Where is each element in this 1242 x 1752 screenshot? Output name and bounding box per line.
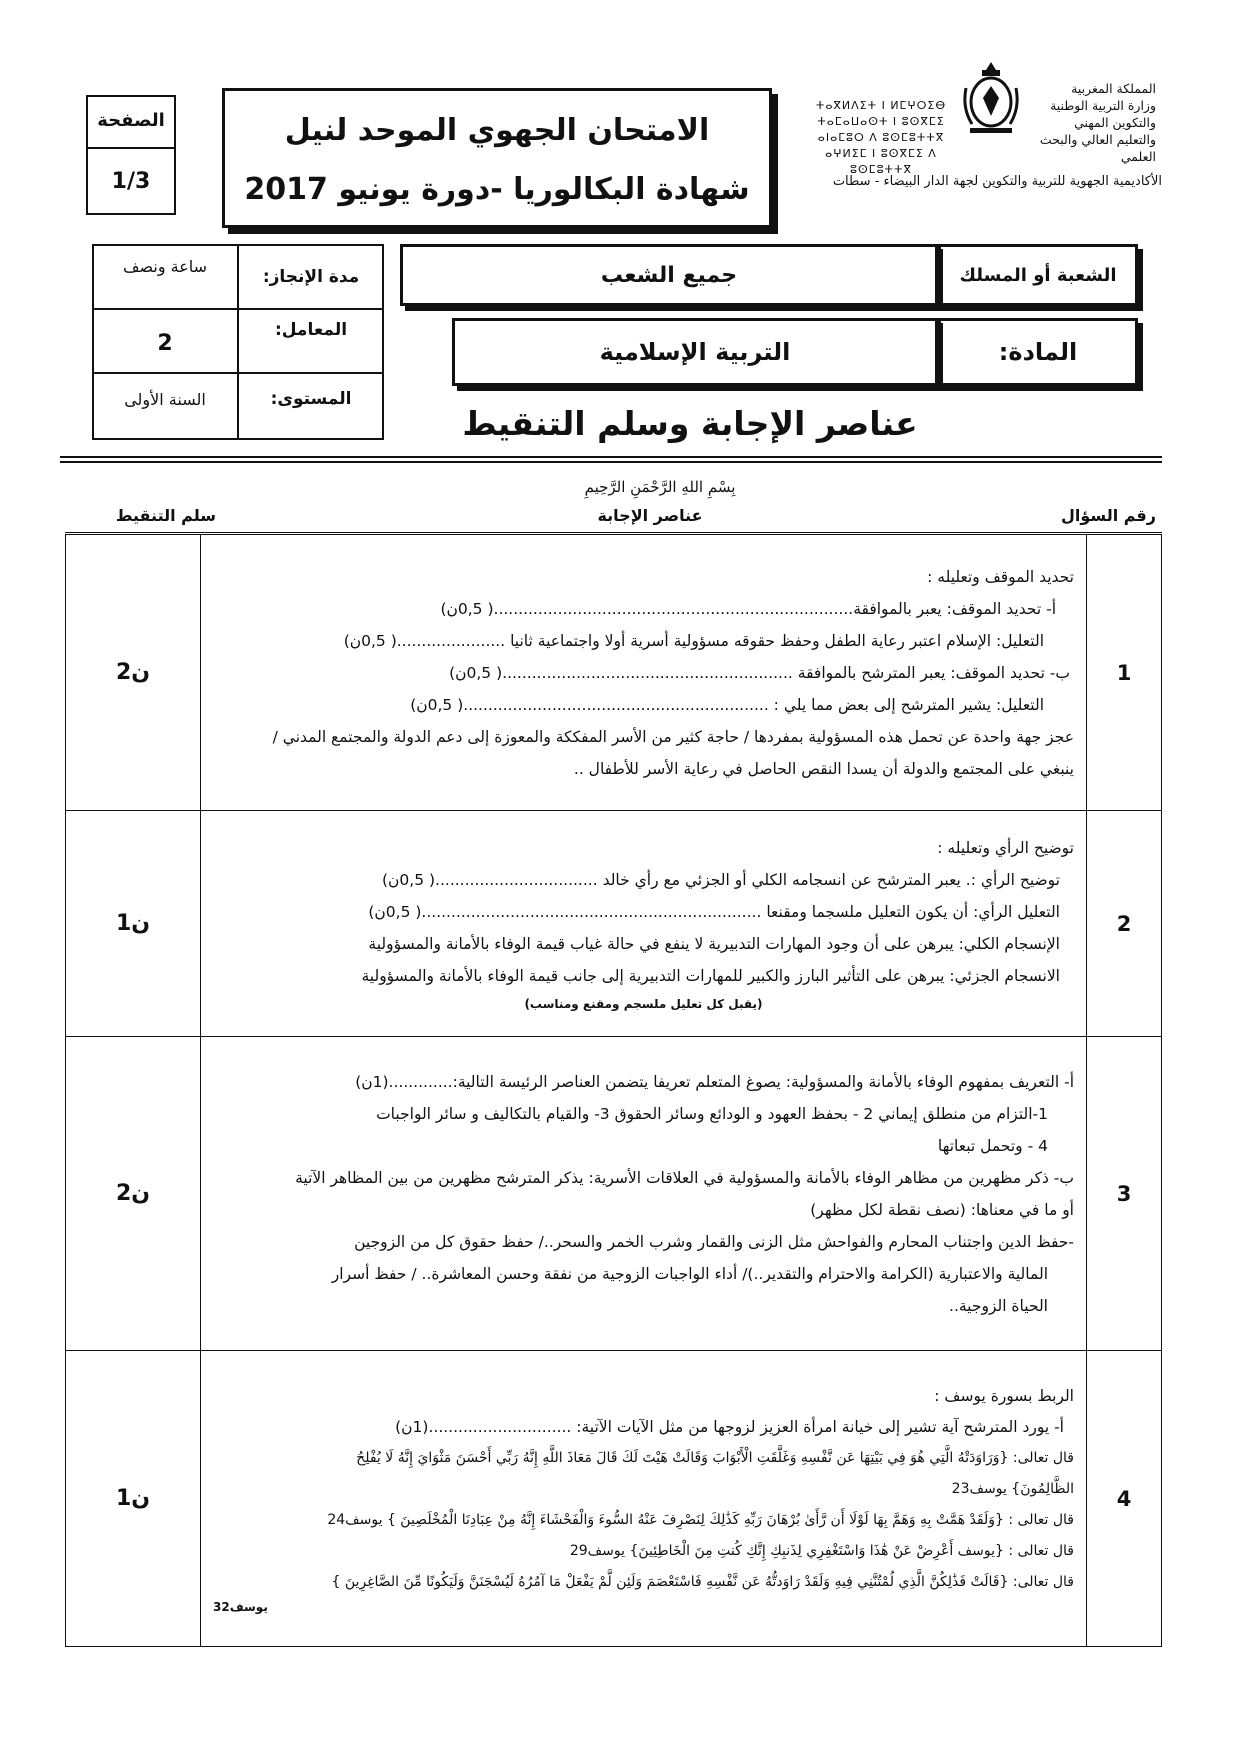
doc-title: عناصر الإجابة وسلم التنقيط [462, 403, 918, 443]
col-header-underline [65, 532, 1162, 533]
row-answer: توضيح الرأي وتعليله : توضيح الرأي :. يعبر المترشح عن انسجامه الكلي أو الجزئي مع رأي خالد .................................( 0,5ن) التعليل الرأي: أن يكون التعليل ملسجما ومقنعا .....................................................................( 0,5ن) الإنسجام الكلي: يبرهن على أن وجود المهارات التدبيرية لا ينفع في حالة غياب قيمة الوفاء بالأمانة والمسؤولية الانسجام الجزئي: يبرهن على التأثير البارز والكبير للمهارات التدبيرية إلى جانب قيمة الوفاء بالأمانة والمسؤولية (يقبل كل تعليل ملسجم ومقنع ومناسب) [201, 811, 1087, 1037]
row-number: 4 [1087, 1351, 1162, 1647]
academy-name: الأكاديمية الجهوية للتربية والتكوين لجهة الدار البيضاء - سطات [832, 174, 1162, 189]
table-row [66, 1037, 1162, 1351]
subject-value-box [452, 318, 938, 386]
col-answer-header: عناصر الإجابة [597, 506, 703, 525]
duration-label: مدة الإنجاز: [262, 267, 360, 287]
duration-value: ساعة ونصف [122, 256, 208, 276]
row-number: 2 [1087, 811, 1162, 1037]
level-label: المستوى: [270, 389, 352, 409]
exam-title-line1: الامتحان الجهوي الموحد لنيل [284, 112, 710, 148]
answer-table [65, 534, 1162, 1647]
branch-value: جميع الشعب [600, 262, 738, 288]
header-separator-top [60, 456, 1162, 458]
tifinagh-text: ⵜⴰⴳⵍⴷⵉⵜ ⵏ ⵍⵎⵖⵔⵉⴱ ⵜⴰⵎⴰⵡⴰⵙⵜ ⵏ ⵓⵙⴳⵎⵉ ⴰⵏⴰⵎⵓⵔ ⴷ ⵓⵙⵎⵓⵜⵜⴳ ⴰⵖⵍⵉⵎ ⵏ ⵓⵙⴳⵎⵉ ⴷ ⵓⵙⵎⵓⵜⵜⴳ [815, 99, 947, 176]
row-points: 1ن [66, 811, 201, 1037]
row-points: 2ن [66, 535, 201, 811]
level-value: السنة الأولى [124, 389, 206, 409]
branch-label-box [938, 244, 1138, 306]
row-answer: الربط بسورة يوسف : أ- يورد المترشح آية تشير إلى خيانة امرأة العزيز لزوجها من مثل الآيات الآتية: .............................(1ن) قال تعالى: {وَرَاوَدَتْهُ الَّتِي هُوَ فِي بَيْتِهَا عَن نَّفْسِهِ وَغَلَّقَتِ الْأَبْوَابَ وَقَالَتْ هَيْتَ لَكَ قَالَ مَعَاذَ اللَّهِ إِنَّهُ رَبِّي أَحْسَنَ مَثْوَايَ إِنَّهُ لَا يُفْلِحُ الظَّالِمُونَ} يوسف23 قال تعالى : {وَلَقَدْ هَمَّتْ بِهِ وَهَمَّ بِهَا لَوْلَا أَن رَّأَىٰ بُرْهَانَ رَبِّهِ كَذَٰلِكَ لِنَصْرِفَ عَنْهُ السُّوءَ وَالْفَحْشَاءَ إِنَّهُ مِنْ عِبَادِنَا الْمُخْلَصِينَ } يوسف24 قال تعالى : {يوسف أَعْرِضْ عَنْ هَٰذَا وَاسْتَغْفِرِي لِذَنبِكِ إِنَّكِ كُنتِ مِنَ الْخَاطِئِينَ} يوسف29 قال تعالى: {قَالَتْ فَذَٰلِكُنَّ الَّذِي لُمْتُنَّنِي فِيهِ وَلَقَدْ رَاوَدتُّهُ عَن نَّفْسِهِ فَاسْتَعْصَمَ وَلَئِن لَّمْ يَفْعَلْ مَا آمُرُهُ لَيُسْجَنَنَّ وَلَيَكُونًا مِّنَ الصَّاغِرِينَ } يوسف32 [201, 1351, 1087, 1647]
subject-label-box [938, 318, 1138, 386]
row-points: 1ن [66, 1351, 201, 1647]
col-question-header: رقم السؤال [1061, 506, 1156, 525]
row-answer: أ- التعريف بمفهوم الوفاء بالأمانة والمسؤولية: يصوغ المتعلم تعريفا يتضمن العناصر الرئيسة التالية:.............(1ن) 1-التزام من منطلق إيماني 2 - بحفظ العهود و الودائع وسائر الحقوق 3- والقيام بالتكاليف و سائر الواجبات 4 - وتحمل تبعاتها ب- ذكر مظهرين من مظاهر الوفاء بالأمانة والمسؤولية في العلاقات الأسرية: يذكر المترشح مظهرين من بين المظاهر الآتية أو ما في معناها: (نصف نقطة لكل مظهر) -حفظ الدين واجتناب المحارم والفواحش مثل الزنى والقمار وشرب الخمر والسحر../ حفظ حقوق كل من الزوجين المالية والاعتبارية (الكرامة والاحترام والتقدير..)/ أداء الواجبات الزوجية من نفقة وحسن المعاشرة.. / حفظ أسرار الحياة الزوجية.. [201, 1037, 1087, 1351]
subject-value: التربية الإسلامية [599, 338, 791, 366]
basmala: بِسْمِ اللهِ الرَّحْمَنِ الرَّحِيمِ [584, 478, 736, 496]
row-points: 2ن [66, 1037, 201, 1351]
page-number: 1/3 [111, 168, 151, 194]
table-row [66, 811, 1162, 1037]
header-separator-bottom [60, 461, 1162, 463]
page-number-divider [86, 147, 176, 149]
coef-value: 2 [157, 330, 173, 356]
col-points-header: سلم التنقيط [115, 506, 216, 525]
branch-value-box [400, 244, 938, 306]
exam-title-line2: شهادة البكالوريا -دورة يونيو 2017 [244, 171, 750, 207]
subject-label: المادة: [998, 338, 1078, 366]
ministry-text: المملكة المغربية وزارة التربية الوطنية والتكوين المهني والتعليم العالي والبحث العلمي [1039, 81, 1156, 164]
row-number: 1 [1087, 535, 1162, 811]
row-number: 3 [1087, 1037, 1162, 1351]
exam-title-box [222, 88, 772, 228]
coef-label: المعامل: [274, 320, 348, 340]
row-answer: تحديد الموقف وتعليله : أ- تحديد الموقف: يعبر بالموافقة.........................................................................( 0,5ن) التعليل: الإسلام اعتبر رعاية الطفل وحفظ حقوقه مسؤولية أسرية أولا واجتماعية ثانيا ......................( 0,5ن) ب- تحديد الموقف: يعبر المترشح بالموافقة ...........................................................( 0,5ن) التعليل: يشير المترشح إلى بعض مما يلي : ..............................................................( 0,5ن) عجز جهة واحدة عن تحمل هذه المسؤولية بمفردها / حاجة كثير من الأسر المفككة والمعوزة إلى دعم الدولة والمجتمع المدني / ينبغي على المجتمع والدولة أن يسدا النقص الحاصل في رعاية الأسر للأطفال .. [201, 535, 1087, 811]
branch-label: الشعبة أو المسلك [959, 264, 1117, 286]
table-row [66, 1351, 1162, 1647]
table-row [66, 535, 1162, 811]
page-label: الصفحة [97, 109, 165, 131]
